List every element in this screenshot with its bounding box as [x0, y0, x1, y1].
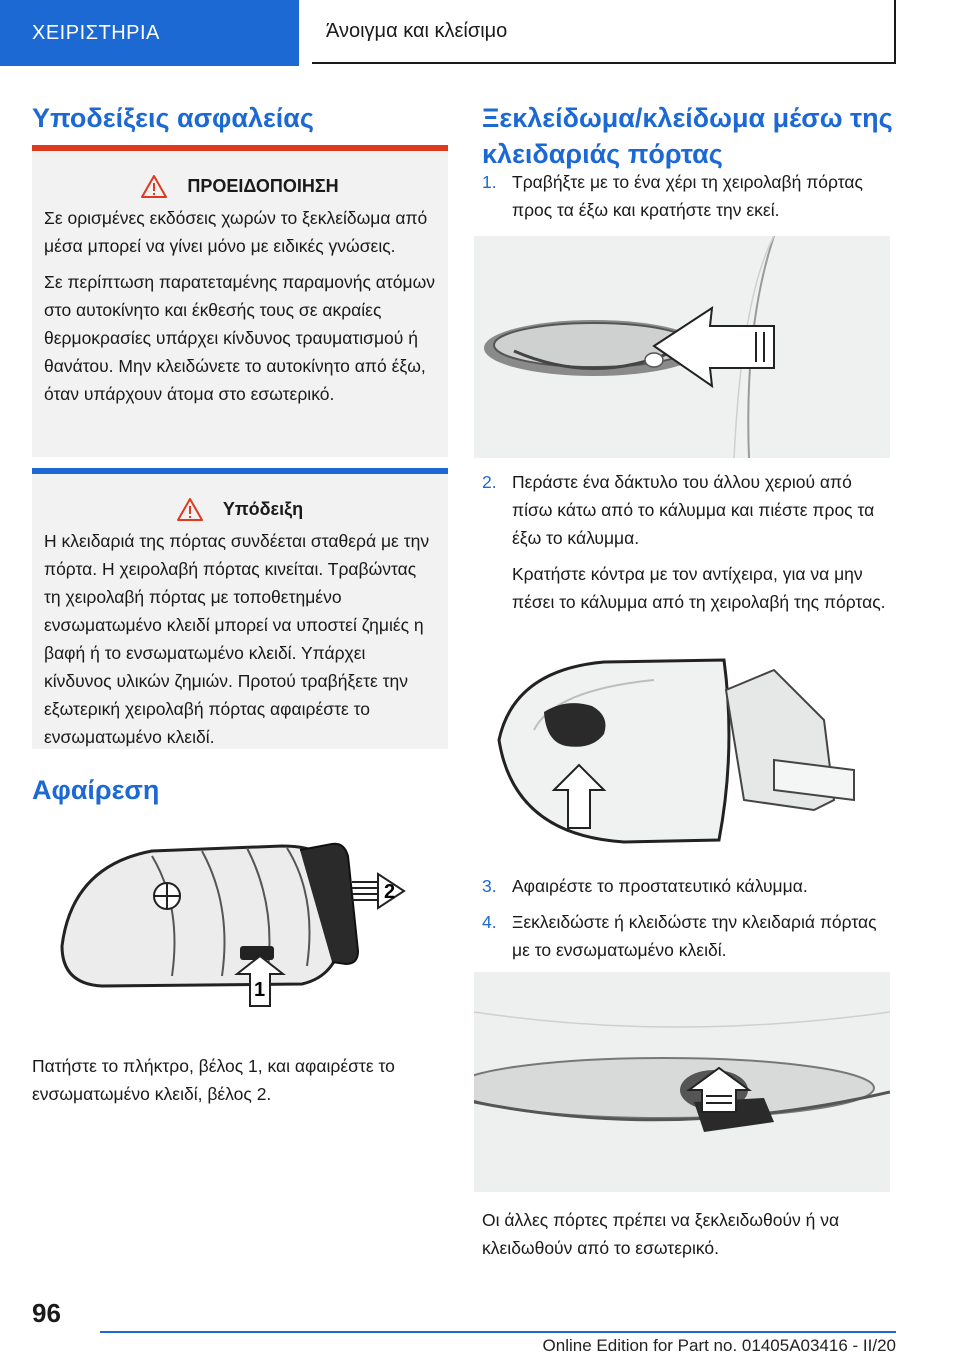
warning-paragraph-1: Σε ορισμένες εκδόσεις χωρών το ξεκλείδωμα από μέσα μπορεί να γίνει μόνο με ειδικές γνώσεις. — [44, 208, 428, 256]
arrow-label-1: 1 — [254, 979, 266, 1001]
warning-paragraph-2: Σε περίπτωση παρατεταμένης παραμονής ατόμων στο αυτοκίνητο και έκθεσής τους σε ακραίες θερμοκρασίες υπάρχει κίνδυνος τραυματισμού ή θανάτου. Μην κλειδώνετε το αυτοκίνητο από έξω, όταν υπάρχουν άτομα στο εσωτερικό. — [44, 272, 436, 404]
key-removal-illustration — [32, 826, 448, 1032]
step-text: Αφαιρέστε το προστατευτικό κάλυμμα. — [512, 876, 808, 896]
lock-heading: Ξεκλείδωμα/κλείδωμα μέσω της κλειδαριάς πόρτας — [482, 103, 893, 169]
step-number: 3. — [482, 876, 497, 896]
warning-box — [32, 145, 448, 457]
warning-header — [44, 175, 436, 198]
step-item — [482, 168, 896, 224]
steps-list-3 — [482, 872, 896, 972]
step-text-continued: Κρατήστε κόντρα με τον αντίχειρα, για να μην πέσει το κάλυμμα από τη χειρολαβή της πόρτας. — [512, 564, 886, 612]
step-text: Ξεκλειδώστε ή κλειδώστε την κλειδαριά πόρτας με το ενσωματωμένο κλειδί. — [512, 912, 877, 960]
note-box — [32, 468, 448, 749]
footer-edition: Online Edition for Part no. 01405A03416 - II/20 — [542, 1336, 896, 1355]
removal-heading: Αφαίρεση — [32, 775, 160, 805]
step-item — [482, 468, 896, 616]
safety-heading: Υποδείξεις ασφαλείας — [32, 103, 314, 133]
step-text: Τραβήξτε με το ένα χέρι τη χειρολαβή πόρτας προς τα έξω και κρατήστε την εκεί. — [512, 172, 863, 220]
section-tab: ΧΕΙΡΙΣΤΗΡΙΑ — [0, 0, 299, 66]
step-text: Περάστε ένα δάκτυλο του άλλου χεριού από πίσω κάτω από το κάλυμμα και πιέστε προς τα έξω το κάλυμμα. — [512, 472, 875, 548]
removal-text: Πατήστε το πλήκτρο, βέλος 1, και αφαιρέστε το ενσωματωμένο κλειδί, βέλος 2. — [32, 1056, 395, 1104]
arrow-label-2: 2 — [384, 881, 396, 903]
door-handle-illustration — [474, 236, 890, 458]
warning-triangle-icon — [141, 175, 167, 198]
step-item — [482, 908, 896, 964]
chapter-title: Άνοιγμα και κλείσιμο — [312, 0, 896, 64]
step-item — [482, 872, 896, 900]
note-title: Υπόδειξη — [222, 499, 304, 519]
cover-removal-illustration — [474, 650, 890, 858]
warning-triangle-icon — [177, 498, 203, 521]
key-insertion-illustration — [474, 972, 890, 1192]
page-number: 96 — [32, 1298, 61, 1328]
closing-text: Οι άλλες πόρτες πρέπει να ξεκλειδωθούν ή να κλειδωθούν από το εσωτερικό. — [482, 1210, 840, 1258]
note-header — [44, 498, 436, 521]
warning-title: ΠΡΟΕΙΔΟΠΟΙΗΣΗ — [187, 176, 339, 196]
note-paragraph: Η κλειδαριά της πόρτας συνδέεται σταθερά με την πόρτα. Η χειρολαβή πόρτας κινείται. Τραβώντας τη χειρολαβή πόρτας με τοποθετημένο ενσωματωμένο κλειδί μπορεί να υποστεί ζημιές η βαφή ή το ενσωματωμένο κλειδί. Υπάρχει κίνδυνος υλικών ζημιών. Προτού τραβήξετε την εξωτερική χειρολαβή πόρτας αφαιρέστε το ενσωματωμένο κλειδί. — [44, 531, 430, 747]
steps-list-2 — [482, 468, 896, 624]
steps-list-1 — [482, 168, 896, 232]
step-number: 1. — [482, 172, 497, 192]
step-number: 4. — [482, 912, 497, 932]
step-number: 2. — [482, 472, 497, 492]
